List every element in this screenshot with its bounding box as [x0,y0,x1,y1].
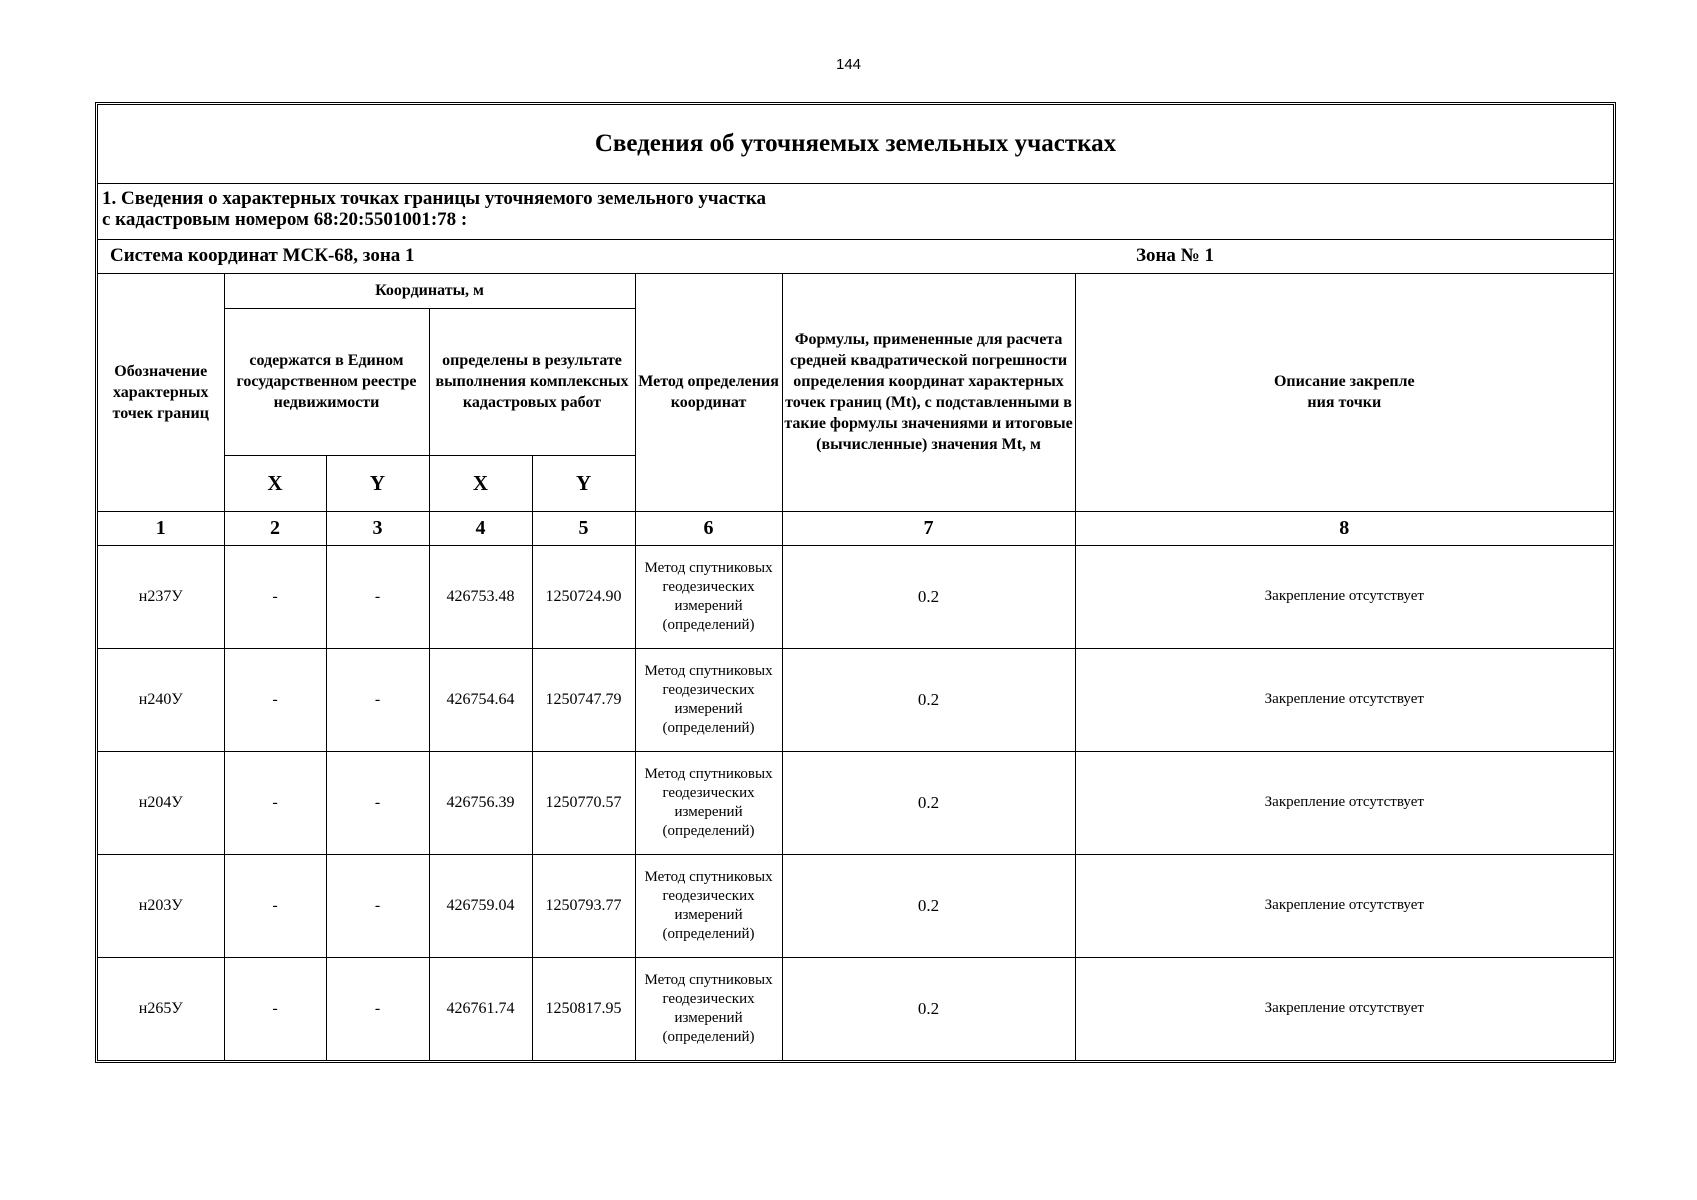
method-value: Метод спутниковых геодезических измерений (определений) [635,648,782,751]
header-egrn-x: X [224,455,326,511]
column-number: 5 [532,511,635,545]
point-name: н240У [98,648,224,751]
header-coordinates: Координаты, м [224,274,635,308]
zone-label: Зона № 1 [1135,245,1215,266]
y-value: 1250747.79 [532,648,635,751]
egrn-y-value: - [326,957,429,1060]
method-value: Метод спутниковых геодезических измерений (определений) [635,854,782,957]
column-number: 4 [429,511,532,545]
document-sheet [95,102,1616,1063]
header-method: Метод определения координат [635,274,782,511]
section-heading [98,184,1613,240]
coordinate-system-label: Система координат МСК-68, зона 1 [110,245,415,266]
point-name: н237У [98,545,224,648]
column-number: 6 [635,511,782,545]
header-egrn: содержатся в Едином государственном реестре недвижимости [224,308,429,455]
mt-value: 0.2 [782,648,1075,751]
header-determined-x: X [429,455,532,511]
header-description-line-1: Описание закрепле [1273,373,1415,391]
section-heading-line-1: 1. Сведения о характерных точках границы уточняемого земельного участка [102,188,767,209]
header-description-line-2: ния точки [1307,394,1382,412]
column-number: 7 [782,511,1075,545]
egrn-x-value: - [224,545,326,648]
point-name: н265У [98,957,224,1060]
y-value: 1250770.57 [532,751,635,854]
header-determined: определены в результате выполнения комплексных кадастровых работ [429,308,635,455]
mt-value: 0.2 [782,854,1075,957]
egrn-y-value: - [326,751,429,854]
table-row [98,957,1613,1060]
page-number: 144 [835,56,862,73]
egrn-x-value: - [224,854,326,957]
column-number: 2 [224,511,326,545]
egrn-x-value: - [224,751,326,854]
x-value: 426756.39 [429,751,532,854]
y-value: 1250817.95 [532,957,635,1060]
description-value: Закрепление отсутствует [1075,854,1613,957]
point-name: н203У [98,854,224,957]
description-value: Закрепление отсутствует [1075,545,1613,648]
egrn-y-value: - [326,545,429,648]
table-row [98,648,1613,751]
coordinate-system-row [98,240,1613,274]
y-value: 1250793.77 [532,854,635,957]
header-points: Обозначение характерных точек границ [98,274,224,511]
column-number: 8 [1075,511,1613,545]
method-value: Метод спутниковых геодезических измерений (определений) [635,751,782,854]
section-heading-line-2: с кадастровым номером 68:20:5501001:78 : [102,209,468,230]
x-value: 426753.48 [429,545,532,648]
table-row [98,751,1613,854]
points-table [98,274,1613,1060]
method-value: Метод спутниковых геодезических измерений (определений) [635,545,782,648]
mt-value: 0.2 [782,545,1075,648]
description-value: Закрепление отсутствует [1075,957,1613,1060]
description-value: Закрепление отсутствует [1075,751,1613,854]
method-value: Метод спутниковых геодезических измерений (определений) [635,957,782,1060]
x-value: 426759.04 [429,854,532,957]
table-row [98,854,1613,957]
y-value: 1250724.90 [532,545,635,648]
egrn-x-value: - [224,957,326,1060]
column-number: 3 [326,511,429,545]
x-value: 426754.64 [429,648,532,751]
x-value: 426761.74 [429,957,532,1060]
egrn-y-value: - [326,648,429,751]
mt-value: 0.2 [782,751,1075,854]
header-egrn-y: Y [326,455,429,511]
egrn-y-value: - [326,854,429,957]
header-formulas: Формулы, примененные для расчета средней квадратической погрешности определения координат характерных точек границ (Mt), с подставленными в такие формулы значениями и итоговые (вычисленные) значения Mt, м [782,274,1075,511]
header-determined-y: Y [532,455,635,511]
column-number: 1 [98,511,224,545]
egrn-x-value: - [224,648,326,751]
document-title: Сведения об уточняемых земельных участках [98,105,1613,184]
mt-value: 0.2 [782,957,1075,1060]
point-name: н204У [98,751,224,854]
header-description [1075,274,1613,511]
table-row [98,545,1613,648]
description-value: Закрепление отсутствует [1075,648,1613,751]
